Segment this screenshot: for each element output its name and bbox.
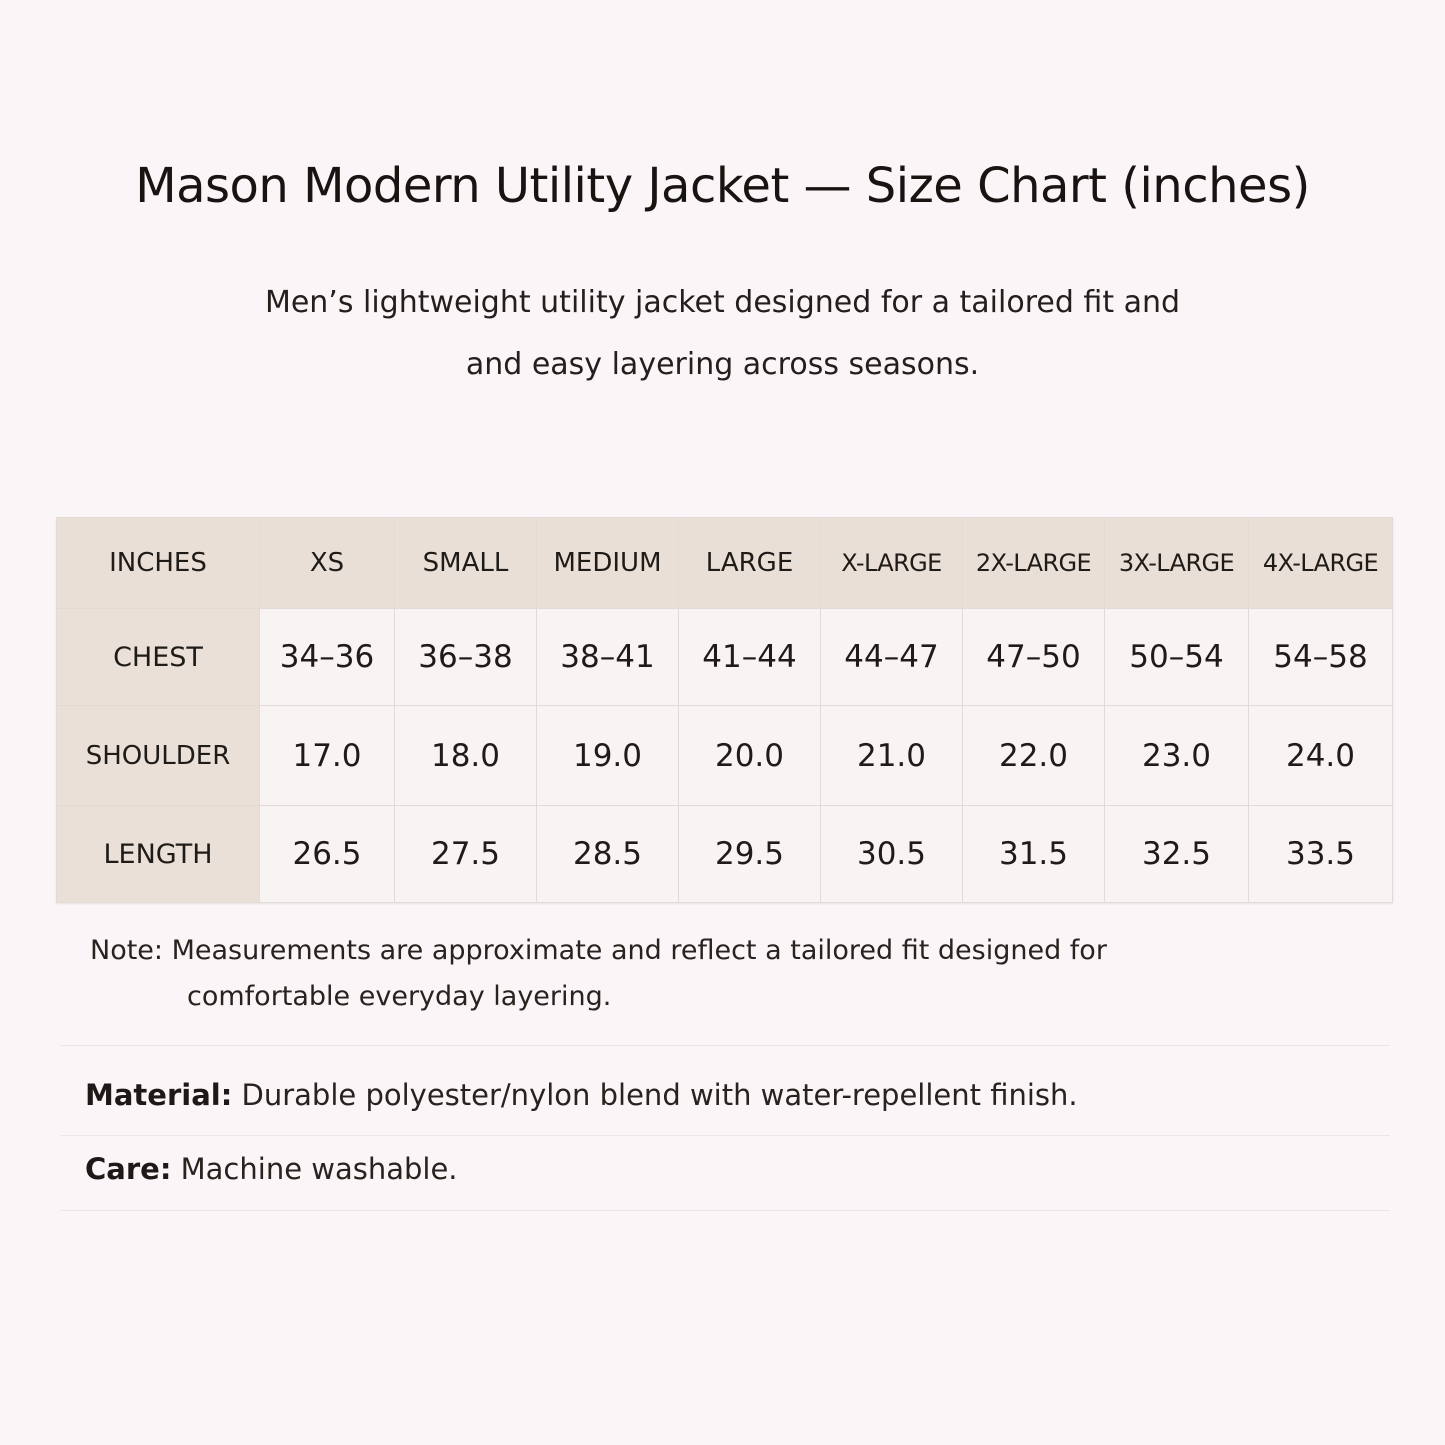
material-text: Durable polyester/nylon blend with water-repellent finish.: [232, 1078, 1078, 1112]
care-text: Machine washable.: [171, 1152, 458, 1186]
care-label: Care:: [85, 1152, 172, 1186]
header-cell-size: SMALL: [395, 518, 537, 609]
header-cell-size: MEDIUM: [537, 518, 679, 609]
table-header-row: [57, 518, 1393, 609]
table-cell: 36–38: [395, 609, 537, 706]
table-row-chest: [57, 609, 1393, 706]
table-cell: 30.5: [821, 806, 963, 903]
header-cell-size: X-LARGE: [821, 518, 963, 609]
header-cell-size: 3X-LARGE: [1105, 518, 1249, 609]
description-line-1: Men’s lightweight utility jacket designed for a tailored fit and: [264, 285, 1181, 320]
table-cell: 26.5: [260, 806, 395, 903]
table-cell: 21.0: [821, 706, 963, 806]
note-line-2: comfortable everyday layering.: [187, 981, 612, 1012]
table-cell: 19.0: [537, 706, 679, 806]
divider: [60, 1135, 1390, 1136]
header-cell-size: XS: [260, 518, 395, 609]
divider: [60, 1045, 1390, 1046]
table-cell: 20.0: [679, 706, 821, 806]
care-info: [85, 1149, 1385, 1189]
table-cell: 22.0: [963, 706, 1105, 806]
table-row-shoulder: [57, 706, 1393, 806]
divider: [60, 1210, 1390, 1211]
table-cell: 29.5: [679, 806, 821, 903]
table-row-length: [57, 806, 1393, 903]
table-cell: 28.5: [537, 806, 679, 903]
measurement-note: [90, 928, 1350, 1020]
header-cell-size: 2X-LARGE: [963, 518, 1105, 609]
description-line-2: and easy layering across seasons.: [465, 347, 980, 382]
table-cell: 47–50: [963, 609, 1105, 706]
row-label-chest: CHEST: [57, 609, 260, 706]
note-line-1: Note: Measurements are approximate and reflect a tailored fit designed for: [90, 935, 1107, 966]
table-cell: 34–36: [260, 609, 395, 706]
table-cell: 24.0: [1249, 706, 1393, 806]
header-cell-size: LARGE: [679, 518, 821, 609]
table-cell: 31.5: [963, 806, 1105, 903]
page-title: Mason Modern Utility Jacket — Size Chart (inches): [135, 158, 1310, 214]
material-info: [85, 1075, 1385, 1115]
table-cell: 23.0: [1105, 706, 1249, 806]
product-description: [100, 272, 1345, 396]
table-cell: 38–41: [537, 609, 679, 706]
table-cell: 33.5: [1249, 806, 1393, 903]
material-label: Material:: [85, 1078, 233, 1112]
table-cell: 41–44: [679, 609, 821, 706]
table-cell: 50–54: [1105, 609, 1249, 706]
row-label-shoulder: SHOULDER: [57, 706, 260, 806]
table-cell: 17.0: [260, 706, 395, 806]
table-cell: 18.0: [395, 706, 537, 806]
table-cell: 32.5: [1105, 806, 1249, 903]
row-label-length: LENGTH: [57, 806, 260, 903]
header-cell-units: INCHES: [57, 518, 260, 609]
size-chart-table: [56, 517, 1393, 903]
table-cell: 54–58: [1249, 609, 1393, 706]
table-cell: 27.5: [395, 806, 537, 903]
table-cell: 44–47: [821, 609, 963, 706]
header-cell-size: 4X-LARGE: [1249, 518, 1393, 609]
